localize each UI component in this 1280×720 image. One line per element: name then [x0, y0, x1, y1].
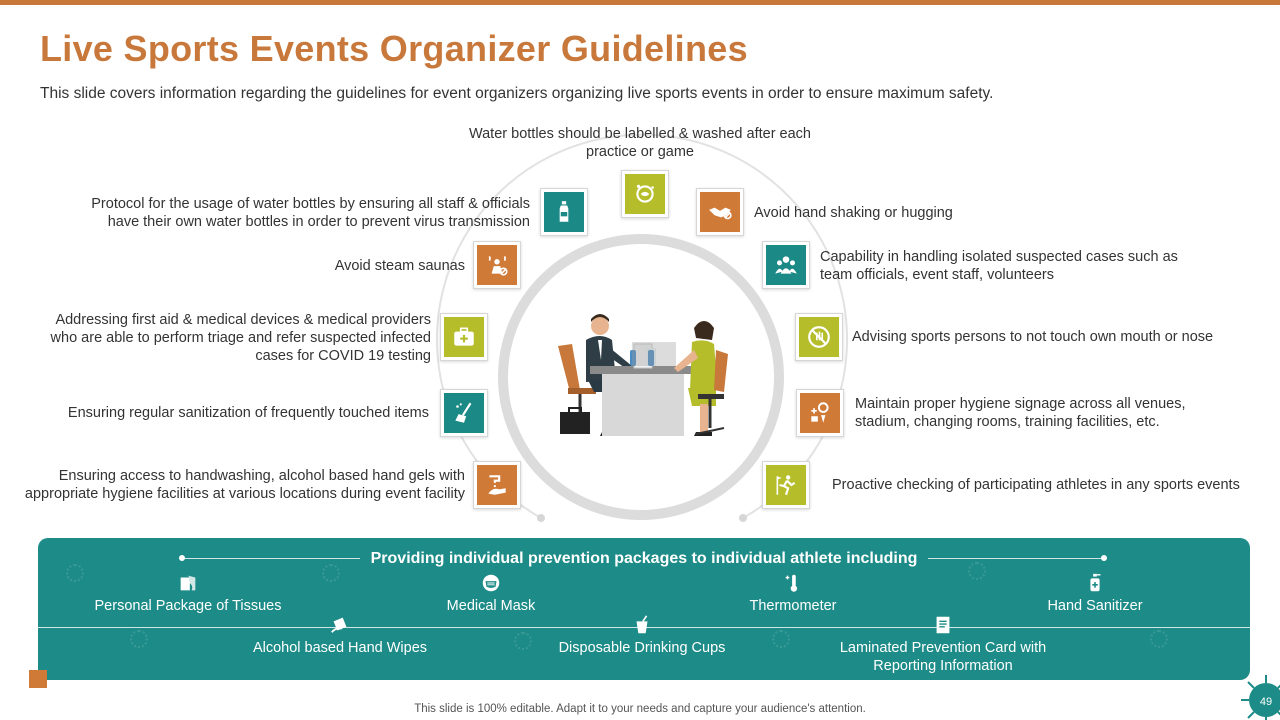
label-signage: Maintain proper hygiene signage across all venues, stadium, changing rooms, training facilities, etc. [855, 396, 1186, 430]
label-first-aid: Addressing first aid & medical devices & medical providers who are able to perform triage and refer suspected infected cases for COVID 19 testing [50, 312, 431, 364]
handshake-icon-box [696, 188, 744, 236]
handwash-icon [477, 465, 517, 505]
label-handwashing: Ensuring access to handwashing, alcohol based hand gels with appropriate hygiene facilities at various locations during event facility [24, 468, 465, 502]
handwash-icon-box [473, 461, 521, 509]
slide-title: Live Sports Events Organizer Guidelines [40, 28, 748, 69]
signage-icon [800, 393, 840, 433]
mask-icon [480, 572, 502, 594]
signage-icon-box [796, 389, 844, 437]
footer-note: This slide is 100% editable. Adapt it to your needs and capture your audience's attention. [414, 703, 866, 715]
no-sauna-icon-box [473, 241, 521, 289]
cleaning-icon-box [440, 389, 488, 437]
label-water-labelled: Water bottles should be labelled & washed after each practice or game [468, 126, 812, 160]
athlete-check-icon-box [762, 461, 810, 509]
washing-icon [625, 174, 665, 214]
water-bottle-icon-box [540, 188, 588, 236]
package-label-sanitizer: Hand Sanitizer [1047, 598, 1143, 614]
corner-accent-square [29, 670, 47, 688]
package-item-sanitizer [985, 572, 1205, 615]
tissues-icon [177, 572, 199, 594]
page-number: 49 [1259, 696, 1273, 708]
wipes-icon [329, 614, 351, 636]
first-aid-kit-icon-box [440, 313, 488, 361]
label-isolated-cases: Capability in handling isolated suspected cases such as team officials, event staff, volunteers [820, 249, 1178, 283]
meeting-illustration [550, 310, 730, 445]
package-item-card [828, 614, 1058, 675]
package-item-tissues [78, 572, 298, 615]
label-steam-saunas: Avoid steam saunas [334, 258, 465, 274]
label-sanitization: Ensuring regular sanitization of frequently touched items [67, 405, 429, 421]
label-water-protocol: Protocol for the usage of water bottles by ensuring all staff & officials have their own water bottles in order to prevent virus transmission [91, 196, 530, 230]
slide-subtitle: This slide covers information regarding the guidelines for event organizers organizing live sports events in order to ensure maximum safety. [40, 85, 994, 102]
package-label-thermometer: Thermometer [749, 598, 837, 614]
page-number-badge [1236, 670, 1280, 720]
package-label-card: Laminated Prevention Card with Reporting Information [839, 640, 1047, 674]
label-touch-face: Advising sports persons to not touch own mouth or nose [852, 329, 1214, 345]
label-hand-shaking: Avoid hand shaking or hugging [754, 205, 953, 221]
thermometer-icon [782, 572, 804, 594]
package-item-wipes [230, 614, 450, 657]
cup-icon [631, 614, 653, 636]
banner-title: Providing individual prevention packages to individual athlete including [370, 550, 918, 567]
water-bottle-icon [544, 192, 584, 232]
first-aid-kit-icon [444, 317, 484, 357]
package-label-wipes: Alcohol based Hand Wipes [252, 640, 428, 656]
athlete-check-icon [766, 465, 806, 505]
group-icon-box [762, 241, 810, 289]
no-touch-face-icon-box [795, 313, 843, 361]
handshake-icon [700, 192, 740, 232]
prevention-packages-banner [38, 538, 1250, 680]
no-sauna-icon [477, 245, 517, 285]
package-item-cups [532, 614, 752, 657]
package-item-mask [381, 572, 601, 615]
package-item-thermometer [683, 572, 903, 615]
package-label-cups: Disposable Drinking Cups [558, 640, 726, 656]
cleaning-icon [444, 393, 484, 433]
package-label-tissues: Personal Package of Tissues [94, 598, 282, 614]
sanitizer-icon [1084, 572, 1106, 594]
washing-icon-box [621, 170, 669, 218]
no-touch-face-icon [799, 317, 839, 357]
group-icon [766, 245, 806, 285]
label-checking: Proactive checking of participating athletes in any sports events [832, 477, 1240, 493]
package-label-mask: Medical Mask [446, 598, 536, 614]
card-icon [932, 614, 954, 636]
